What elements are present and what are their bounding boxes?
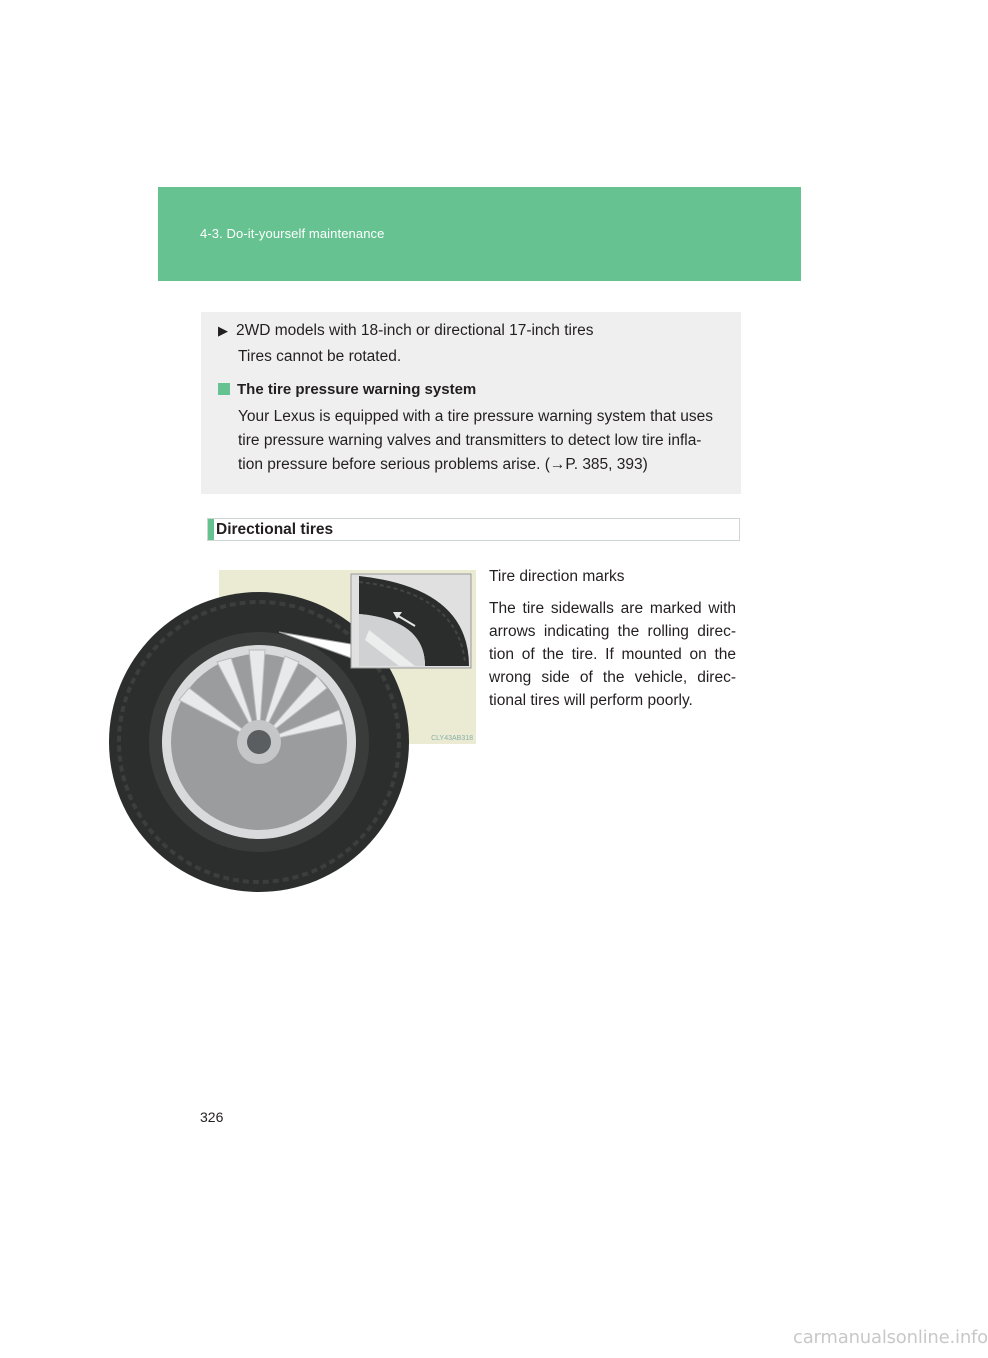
tpws-paragraph: Your Lexus is equipped with a tire pressure warning system that uses tire pressure warning valves and transmitters to detect low tire infla-tion pressure before serious problems arise. (→P. 385, 393) <box>238 408 714 473</box>
section-label: 4-3. Do-it-yourself maintenance <box>200 226 385 241</box>
section-heading-text: Directional tires <box>216 521 334 538</box>
square-bullet-icon <box>218 383 230 395</box>
model-line-text: 2WD models with 18-inch or directional 17-inch tires <box>236 322 594 339</box>
model-line <box>218 322 594 340</box>
caption-title: Tire direction marks <box>489 568 625 585</box>
page-number: 326 <box>200 1109 224 1125</box>
triangle-bullet-icon: ▶ <box>218 323 228 338</box>
section-heading <box>207 518 740 541</box>
rotation-text: Tires cannot be rotated. <box>238 348 402 365</box>
caption-body: The tire sidewalls are marked with arrows indicating the rolling direc-tion of the tire. If mounted on the wrong side of the vehicle, direc-tional tires will perform poorly. <box>489 600 736 709</box>
tire-illustration <box>219 570 476 744</box>
footer-watermark: carmanualsonline.info <box>793 1327 988 1348</box>
figure-code: CLY43AB318 <box>431 735 473 742</box>
tire-figure <box>219 570 476 744</box>
tpws-heading-text: The tire pressure warning system <box>237 381 477 398</box>
tpws-heading <box>218 381 476 398</box>
section-heading-bar <box>208 519 214 540</box>
